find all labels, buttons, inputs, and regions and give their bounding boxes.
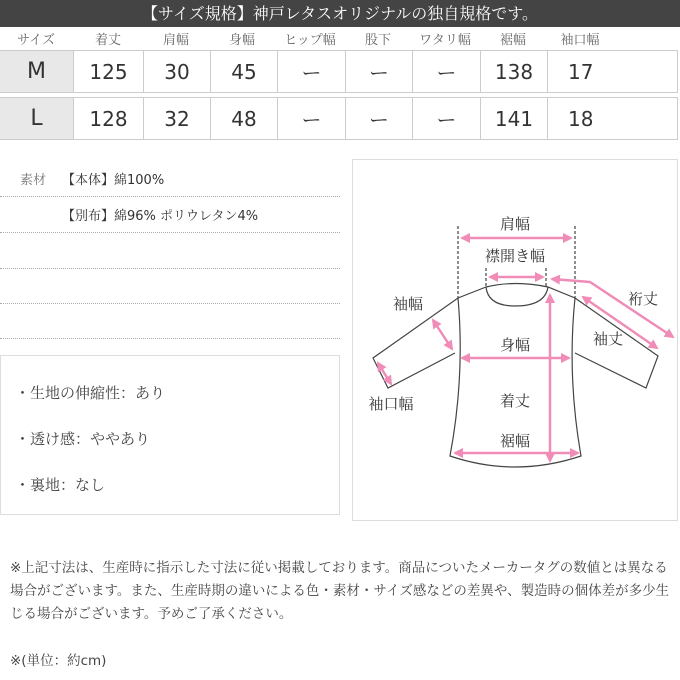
size-diagram (352, 159, 678, 521)
label-shoulder: 肩幅 (499, 215, 531, 233)
divider (0, 233, 340, 269)
label-hem: 裾幅 (499, 432, 531, 450)
features-box (0, 355, 340, 515)
table-cell: 125 (74, 51, 144, 92)
disclaimer-note: ※上記寸法は、生産時に指示した寸法に従い掲載しております。商品についたメーカータグの数値とは異なる場合がございます。また、生産時期の違いによる色・素材・サイズ感などの差異や、製造時の個体差が多少生じる場合がございます。予めご了承ください。 (10, 560, 670, 622)
table-cell: 30 (144, 51, 211, 92)
table-cell: 32 (144, 98, 211, 139)
feature-lining: ・裏地：なし (15, 476, 106, 494)
table-row (0, 50, 678, 93)
table-cell: ー (413, 98, 481, 139)
material-sub: 【別布】綿96% ポリウレタン4% (62, 209, 259, 224)
column-header: ワタリ幅 (419, 33, 471, 48)
column-header: 股下 (364, 33, 392, 48)
label-cuff: 袖口幅 (368, 395, 414, 413)
table-cell: 48 (211, 98, 278, 139)
divider (0, 303, 340, 339)
column-header: サイズ (17, 33, 55, 48)
label-length: 着丈 (499, 392, 531, 410)
feature-sheer: ・透け感：ややあり (15, 430, 151, 448)
table-cell: 141 (481, 98, 548, 139)
column-header: 着丈 (94, 33, 122, 48)
column-header: 裾幅 (499, 33, 527, 48)
label-sleeve-width: 袖幅 (392, 295, 424, 313)
label-sleeve-length: 袖丈 (592, 330, 624, 348)
table-cell: ー (413, 51, 481, 92)
column-header: 身幅 (228, 33, 256, 48)
feature-stretch: ・生地の伸縮性：あり (15, 384, 166, 402)
label-neck: 襟開き幅 (484, 247, 546, 265)
divider (0, 268, 340, 304)
column-header: 肩幅 (162, 33, 190, 48)
shirt-diagram (353, 160, 679, 522)
table-cell: ー (278, 98, 346, 139)
material-main: 【本体】綿100% (62, 173, 165, 188)
column-header: ヒップ幅 (284, 33, 336, 48)
table-cell: 18 (548, 98, 678, 139)
material-label: 素材 (20, 173, 47, 188)
table-cell: ー (346, 51, 413, 92)
table-cell: 45 (211, 51, 278, 92)
size-cell: L (0, 98, 74, 139)
table-cell: 128 (74, 98, 144, 139)
label-body-width: 身幅 (499, 336, 531, 354)
table-cell: ー (278, 51, 346, 92)
table-row (0, 97, 678, 140)
table-cell: 138 (481, 51, 548, 92)
size-cell: M (0, 51, 74, 92)
header-title: 【サイズ規格】神戸レタスオリジナルの独自規格です。 (0, 0, 680, 27)
label-yuki: 裄丈 (627, 290, 659, 308)
table-cell: 17 (548, 51, 678, 92)
unit-note: ※(単位：約cm) (10, 653, 107, 669)
table-cell: ー (346, 98, 413, 139)
column-header: 袖口幅 (560, 33, 600, 48)
